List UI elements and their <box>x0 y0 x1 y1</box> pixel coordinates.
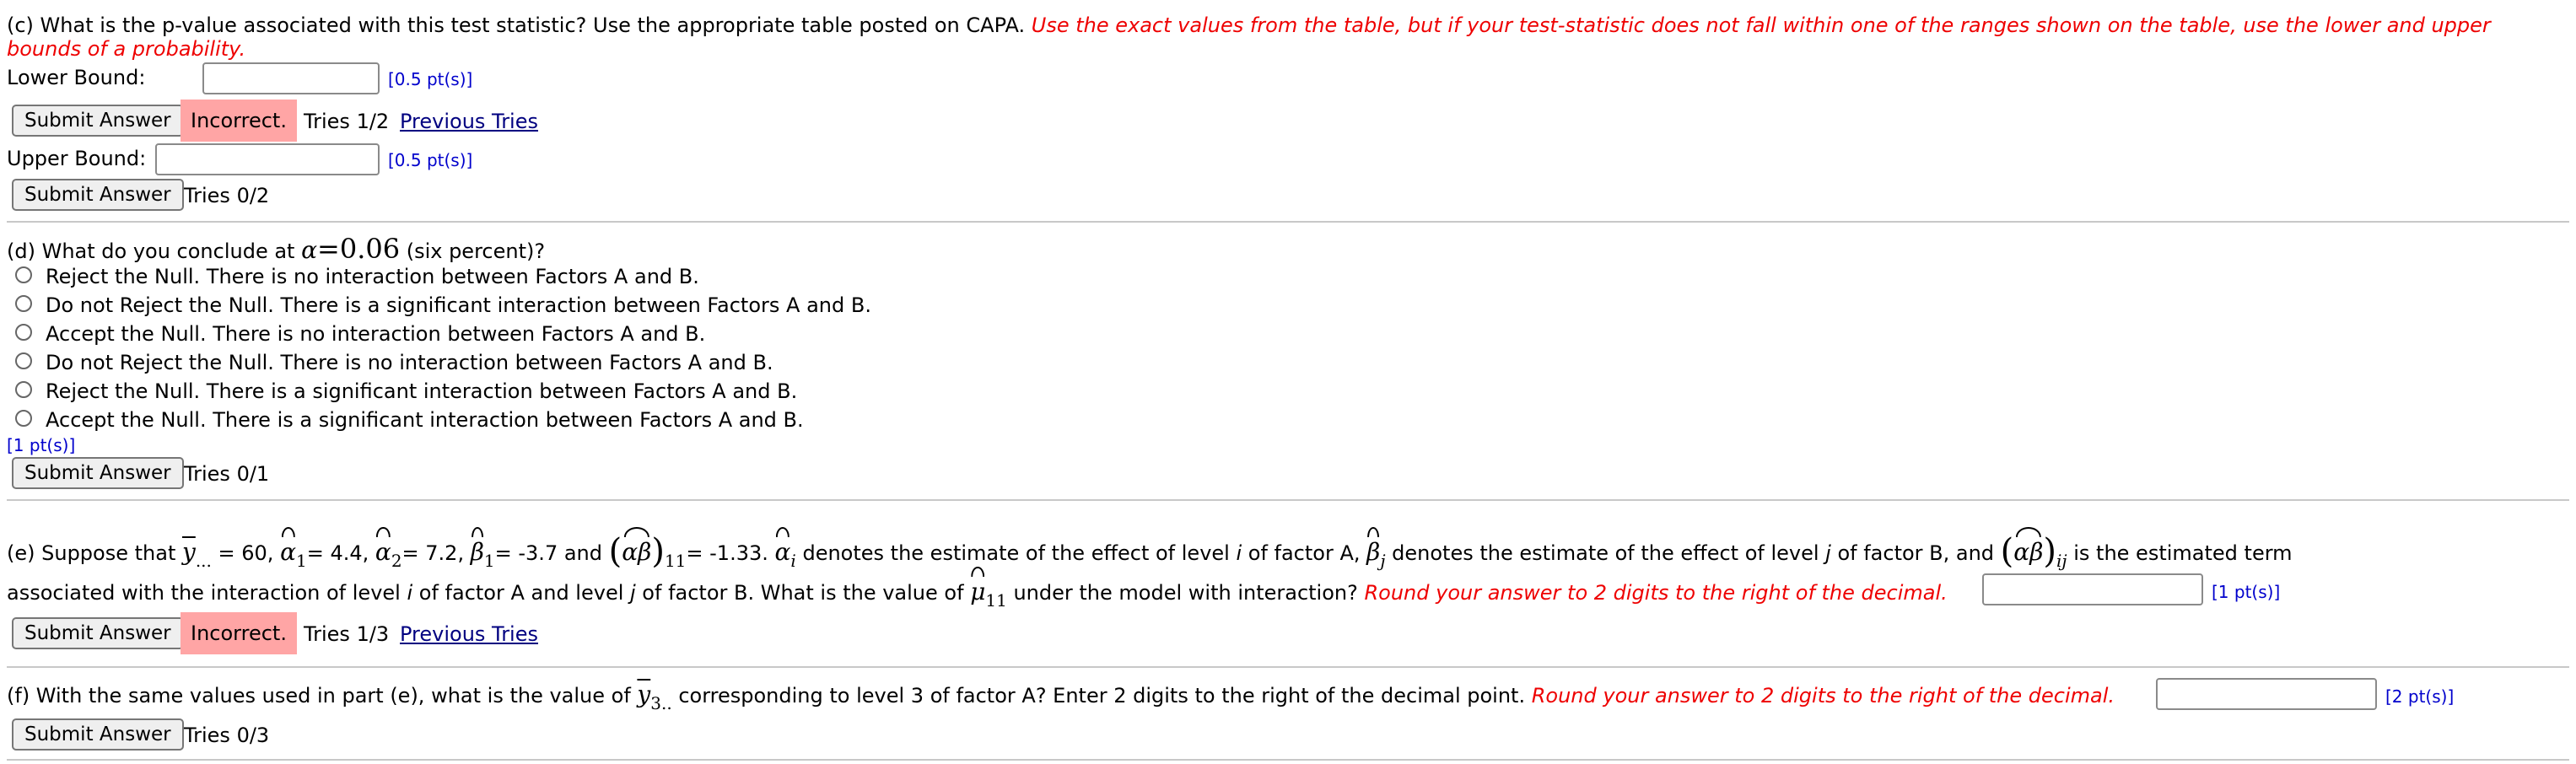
status-badge-incorrect: Incorrect. <box>181 612 297 654</box>
subscript: 1 <box>295 551 307 571</box>
paren: ( <box>608 532 622 571</box>
section-divider <box>7 499 2569 501</box>
radio-option[interactable] <box>15 266 32 283</box>
part-e-points: [1 pt(s)] <box>2212 582 2281 602</box>
previous-tries-link[interactable]: Previous Tries <box>400 110 538 133</box>
status-badge-incorrect: Incorrect. <box>181 100 297 142</box>
part-d-question <box>7 233 545 265</box>
mu-hat-symbol: μ <box>970 578 986 605</box>
submit-answer-button[interactable]: Submit Answer <box>12 617 184 649</box>
y-bar-symbol: $\overline{y}$ <box>637 681 651 708</box>
radio-option[interactable] <box>15 381 32 398</box>
text-segment: = 7.2, <box>401 541 471 565</box>
text-segment: (f) With the same values used in part (e), what is the value of <box>7 684 638 708</box>
alpha-beta-hat-symbol: αβ <box>622 538 652 566</box>
part-f-question <box>7 680 2115 718</box>
subscript: 11 <box>664 551 687 571</box>
answer-input[interactable] <box>1982 573 2203 605</box>
text-segment: is the estimated term <box>2067 541 2293 565</box>
option-label: Reject the Null. There is no interaction between Factors A and B. <box>46 265 699 288</box>
alpha-hat-symbol: α <box>375 538 391 566</box>
beta-hat-symbol: β <box>470 538 484 566</box>
part-d-question-prefix: (d) What do you conclude at <box>7 239 302 263</box>
radio-option[interactable] <box>15 352 32 369</box>
submit-answer-button[interactable]: Submit Answer <box>12 179 184 211</box>
upper-bound-label: Upper Bound: <box>7 147 147 170</box>
option-label: Do not Reject the Null. There is no interaction between Factors A and B. <box>46 351 773 374</box>
text-segment: denotes the estimate of the effect of level <box>1385 541 1826 565</box>
part-d-points: [1 pt(s)] <box>7 435 76 455</box>
text-segment: of factor A, <box>1242 541 1367 565</box>
text-segment: of factor B. What is the value of <box>635 581 971 605</box>
option-label: Accept the Null. There is a significant interaction between Factors A and B. <box>46 408 804 432</box>
variable-j: j <box>1825 541 1831 565</box>
part-e-line-2 <box>7 577 1948 616</box>
subscript: ... <box>195 551 212 571</box>
y-bar-symbol: $\overline{y}$ <box>181 538 196 566</box>
option-label: Accept the Null. There is no interaction between Factors A and B. <box>46 322 706 346</box>
lower-bound-label: Lower Bound: <box>7 66 146 89</box>
subscript: j <box>1380 551 1386 571</box>
part-c-question-text: (c) What is the p-value associated with this test statistic? Use the appropriate table posted on CAPA. <box>7 13 1032 37</box>
rounding-instruction: Round your answer to 2 digits to the right of the decimal. <box>1364 581 1948 605</box>
alpha-hat-symbol: α <box>280 538 296 566</box>
subscript: 3.. <box>650 693 672 713</box>
text-segment: under the model with interaction? <box>1006 581 1365 605</box>
submit-answer-button[interactable]: Submit Answer <box>12 457 184 489</box>
paren: ) <box>651 532 665 571</box>
tries-count: Tries 1/2 <box>304 110 390 133</box>
text-segment: (e) Suppose that <box>7 541 182 565</box>
alpha-beta-hat-symbol: αβ <box>2013 538 2044 566</box>
paren: ( <box>2000 532 2014 571</box>
lower-bound-points: [0.5 pt(s)] <box>388 69 473 89</box>
text-segment: of factor A and level <box>412 581 630 605</box>
alpha-hat-symbol: α <box>774 538 791 566</box>
paren: ) <box>2043 532 2056 571</box>
text-segment: = -1.33. <box>686 541 775 565</box>
upper-bound-input[interactable] <box>155 143 380 175</box>
text-segment: corresponding to level 3 of factor A? Enter 2 digits to the right of the decimal point. <box>671 684 1532 708</box>
subscript: 11 <box>985 590 1007 611</box>
equals-sign: = <box>317 233 340 265</box>
section-divider <box>7 666 2569 668</box>
tries-count: Tries 0/1 <box>184 462 270 486</box>
lower-bound-input[interactable] <box>202 62 380 94</box>
subscript: 1 <box>483 551 495 571</box>
previous-tries-link[interactable]: Previous Tries <box>400 622 538 646</box>
radio-option[interactable] <box>15 410 32 427</box>
tries-count: Tries 0/2 <box>184 184 270 207</box>
part-e-line-1 <box>7 532 2293 576</box>
alpha-symbol: α <box>301 236 318 264</box>
option-label: Reject the Null. There is a significant interaction between Factors A and B. <box>46 379 798 403</box>
radio-option[interactable] <box>15 295 32 312</box>
variable-j: j <box>630 581 636 605</box>
variable-i: i <box>1236 541 1242 565</box>
text-segment: = 60, <box>211 541 281 565</box>
text-segment: = 4.4, <box>306 541 375 565</box>
rounding-instruction: Round your answer to 2 digits to the right of the decimal. <box>1531 684 2115 708</box>
text-segment: of factor B, and <box>1830 541 2001 565</box>
submit-answer-button[interactable]: Submit Answer <box>12 105 184 137</box>
beta-hat-symbol: β <box>1366 538 1381 566</box>
alpha-value: 0.06 <box>339 233 401 265</box>
tries-count: Tries 1/3 <box>304 622 390 646</box>
text-segment: denotes the estimate of the effect of level <box>795 541 1237 565</box>
submit-answer-button[interactable]: Submit Answer <box>12 718 184 751</box>
tries-count: Tries 0/3 <box>184 724 270 747</box>
part-f-points: [2 pt(s)] <box>2385 686 2455 707</box>
text-segment: associated with the interaction of level <box>7 581 407 605</box>
radio-option[interactable] <box>15 324 32 341</box>
upper-bound-points: [0.5 pt(s)] <box>388 150 473 170</box>
subscript: i <box>790 551 796 571</box>
subscript: 2 <box>391 551 402 571</box>
option-label: Do not Reject the Null. There is a significant interaction between Factors A and B. <box>46 293 871 317</box>
part-d-question-suffix: (six percent)? <box>400 239 546 263</box>
part-c-instruction-cont: bounds of a probability. <box>7 37 246 61</box>
part-c-question <box>7 13 2491 37</box>
section-divider <box>7 759 2569 761</box>
variable-i: i <box>407 581 413 605</box>
section-divider <box>7 221 2569 223</box>
text-segment: = -3.7 and <box>494 541 609 565</box>
subscript: ij <box>2056 551 2067 571</box>
answer-input[interactable] <box>2156 678 2377 710</box>
part-c-instruction: Use the exact values from the table, but if your test-statistic does not fall within one of the ranges shown on the table, use the lower and upper <box>1031 13 2491 37</box>
